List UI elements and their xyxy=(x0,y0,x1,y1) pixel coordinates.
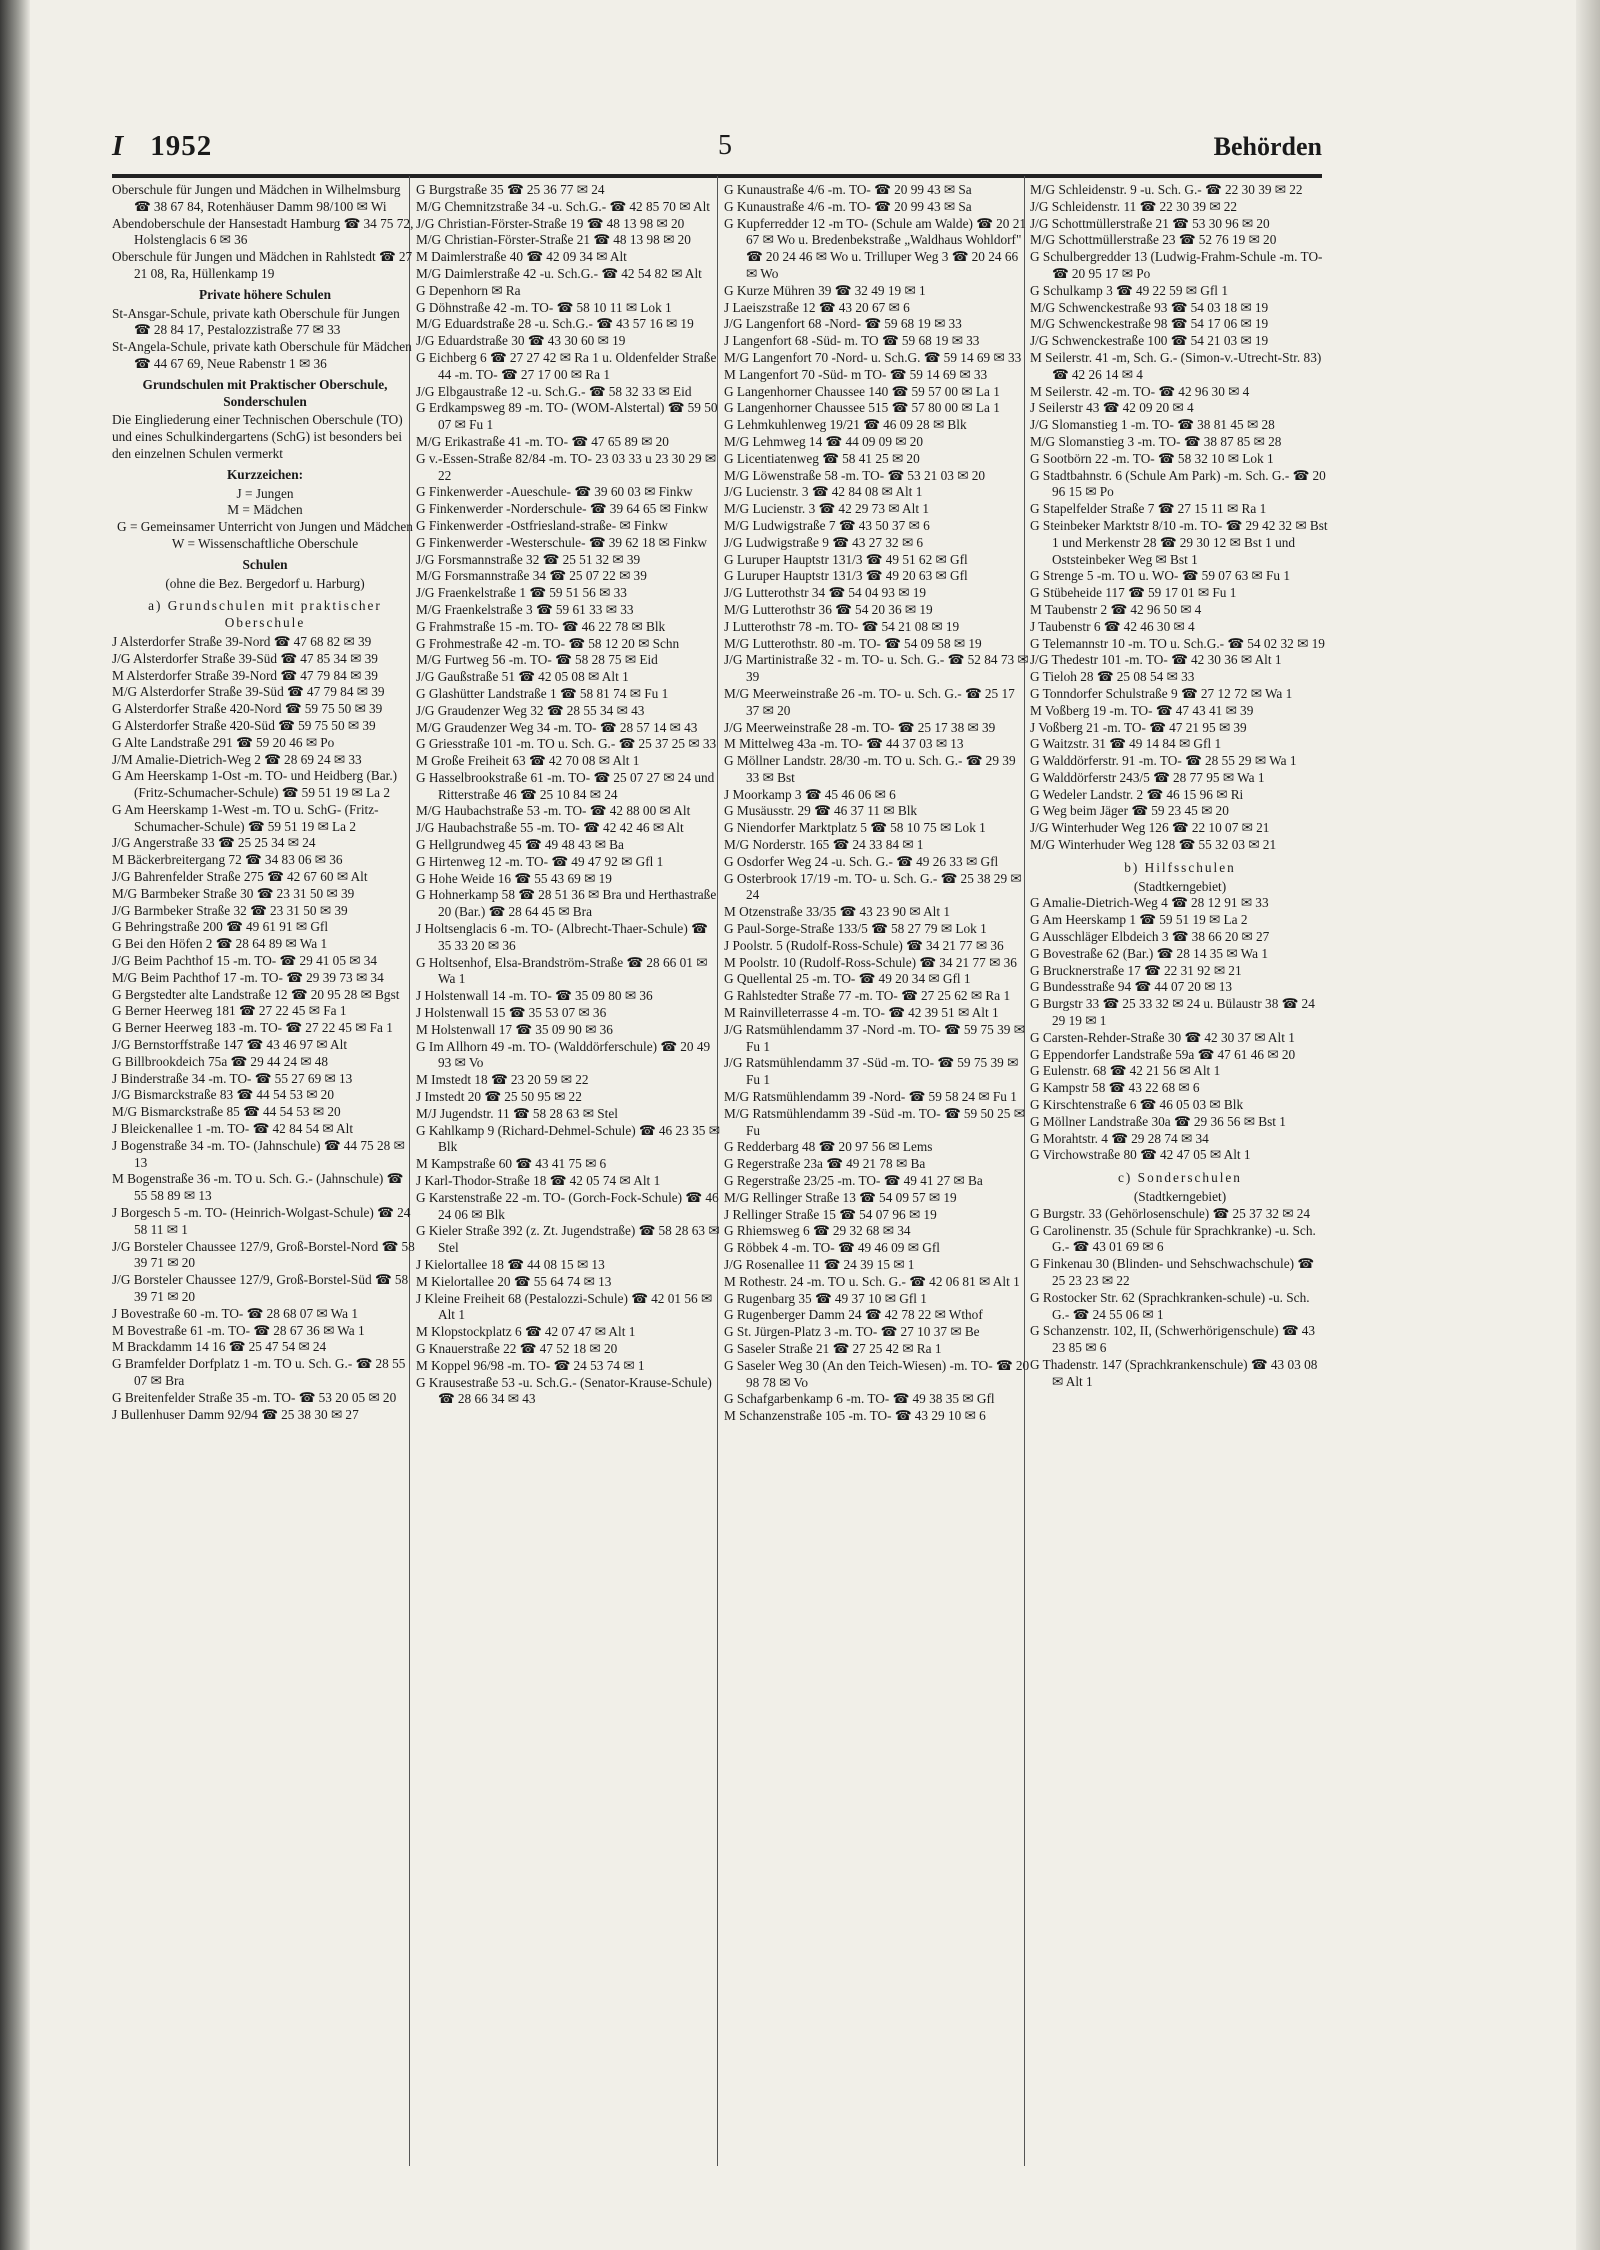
directory-entry: J/G Martinistraße 32 - m. TO- u. Sch. G.- ☎ 52 84 73 ✉ 39 xyxy=(724,652,1029,685)
directory-entry: G Rugenberger Damm 24 ☎ 42 78 22 ✉ Wthof xyxy=(724,1307,983,1323)
directory-entry: J Moorkamp 3 ☎ 45 46 06 ✉ 6 xyxy=(724,786,896,802)
section-title: Behörden xyxy=(1213,132,1322,161)
directory-entry: J/G Ratsmühlendamm 37 -Süd -m. TO- ☎ 59 75 39 ✉ Fu 1 xyxy=(724,1055,1019,1088)
directory-entry: J/G Ratsmühlendamm 37 -Nord -m. TO- ☎ 59 75 39 ✉ Fu 1 xyxy=(724,1021,1025,1054)
directory-entry: M/G Furtweg 56 -m. TO- ☎ 58 28 75 ✉ Eid xyxy=(416,652,658,668)
directory-entry: G Kurze Mühren 39 ☎ 32 49 19 ✉ 1 xyxy=(724,282,926,298)
directory-entry: M Voßberg 19 -m. TO- ☎ 47 43 41 ✉ 39 xyxy=(1030,702,1254,718)
directory-entry: M Klopstockplatz 6 ☎ 42 07 47 ✉ Alt 1 xyxy=(416,1324,636,1340)
directory-entry: M/G Chemnitzstraße 34 -u. Sch.G.- ☎ 42 85 70 ✉ Alt xyxy=(416,198,710,214)
directory-entry: G Weg beim Jäger ☎ 59 23 45 ✉ 20 xyxy=(1030,803,1229,819)
directory-entry: G Möllner Landstraße 30a ☎ 29 36 56 ✉ Bst 1 xyxy=(1030,1113,1286,1129)
directory-entry: J/G Borsteler Chaussee 127/9, Groß-Borstel-Nord ☎ 58 39 71 ✉ 20 xyxy=(112,1238,415,1271)
directory-entry: G Finkenwerder -Norderschule- ☎ 39 64 65 ✉ Finkw xyxy=(416,501,709,517)
directory-entry: M/G Ludwigstraße 7 ☎ 43 50 37 ✉ 6 xyxy=(724,517,930,533)
directory-entry: M/G Forsmannstraße 34 ☎ 25 07 22 ✉ 39 xyxy=(416,568,647,584)
directory-entry: J Imstedt 20 ☎ 25 50 95 ✉ 22 xyxy=(416,1089,582,1105)
directory-entry: G Quellental 25 -m. TO- ☎ 49 20 34 ✉ Gfl 1 xyxy=(724,971,971,987)
directory-entry: G Bundesstraße 94 ☎ 44 07 20 ✉ 13 xyxy=(1030,979,1233,995)
column-2 xyxy=(416,182,722,1408)
directory-entry: G Holtsenhof, Elsa-Brandström-Straße ☎ 28 66 01 ✉ Wa 1 xyxy=(416,954,708,987)
directory-entry: G Osdorfer Weg 24 -u. Sch. G.- ☎ 49 26 33 ✉ Gfl xyxy=(724,853,999,869)
directory-entry: J/G Fraenkelstraße 1 ☎ 59 51 56 ✉ 33 xyxy=(416,585,627,601)
directory-entry: G Alte Landstraße 291 ☎ 59 20 46 ✉ Po xyxy=(112,734,335,750)
directory-entry: J/G Meerweinstraße 28 -m. TO- ☎ 25 17 38 ✉ 39 xyxy=(724,719,996,735)
directory-entry: G Frohmestraße 42 -m. TO- ☎ 58 12 20 ✉ Schn xyxy=(416,635,680,651)
section-heading: Grundschulen mit Praktischer Oberschule, Sonderschulen xyxy=(142,376,388,409)
directory-entry: G Kupferredder 12 -m TO- (Schule am Walde) ☎ 20 21 67 ✉ Wo u. Bredenbekstraße „Waldhaus Wohldorf" ☎ 20 24 46 ✉ Wo u. Trilluper Weg 3 ☎ 20 24 66 ✉ Wo xyxy=(724,215,1027,281)
directory-entry: M/G Christian-Förster-Straße 21 ☎ 48 13 98 ✉ 20 xyxy=(416,232,691,248)
directory-entry: M/G Lutterothstr. 80 -m. TO- ☎ 54 09 58 ✉ 19 xyxy=(724,635,982,651)
directory-entry: G Alsterdorfer Straße 420-Nord ☎ 59 75 50 ✉ 39 xyxy=(112,701,383,717)
directory-entry: M Bäckerbreitergang 72 ☎ 34 83 06 ✉ 36 xyxy=(112,852,343,868)
directory-entry: G Am Heerskamp 1-Ost -m. TO- und Heidberg (Bar.) (Fritz-Schumacher-Schule) ☎ 59 51 19 ✉ La 2 xyxy=(112,768,398,801)
directory-entry: G Tieloh 28 ☎ 25 08 54 ✉ 33 xyxy=(1030,669,1195,685)
directory-entry: G Im Allhorn 49 -m. TO- (Walddörferschule) ☎ 20 49 93 ✉ Vo xyxy=(416,1038,711,1071)
directory-entry: J/G Lucienstr. 3 ☎ 42 84 08 ✉ Alt 1 xyxy=(724,484,923,500)
section-heading: (Stadtkerngebiet) xyxy=(1133,1189,1227,1205)
directory-entry: G Schanzenstr. 102, II, (Schwerhörigenschule) ☎ 43 23 85 ✉ 6 xyxy=(1030,1323,1316,1356)
directory-entry: G Kampstr 58 ☎ 43 22 68 ✉ 6 xyxy=(1030,1080,1200,1096)
directory-entry: G Rostocker Str. 62 (Sprachkranken-schule) -u. Sch. G.- ☎ 24 55 06 ✉ 1 xyxy=(1030,1289,1310,1322)
header-volume-year xyxy=(112,130,212,163)
directory-entry: St-Ansgar-Schule, private kath Oberschule für Jungen ☎ 28 84 17, Pestalozzistraße 77 ✉ 33 xyxy=(112,305,400,338)
directory-entry: G Brucknerstraße 17 ☎ 22 31 92 ✉ 21 xyxy=(1030,962,1242,978)
directory-entry: G Bovestraße 62 (Bar.) ☎ 28 14 35 ✉ Wa 1 xyxy=(1030,945,1268,961)
directory-entry: Oberschule für Jungen und Mädchen in Rahlstedt ☎ 27 21 08, Ra, Hüllenkamp 19 xyxy=(112,249,413,281)
directory-entry: J/G Schottmüllerstraße 21 ☎ 53 30 96 ✉ 20 xyxy=(1030,215,1270,231)
directory-entry: M/G Lehmweg 14 ☎ 44 09 09 ✉ 20 xyxy=(724,433,924,449)
section-heading: b) Hilfsschulen xyxy=(1124,859,1236,875)
directory-entry: M Bovestraße 61 -m. TO- ☎ 28 67 36 ✉ Wa 1 xyxy=(112,1322,365,1338)
section-heading: Die Eingliederung einer Technischen Oberschule (TO) und eines Schulkindergartens (SchG) ist besonders bei den einzelnen Schulen vermerkt xyxy=(112,412,403,461)
column-3 xyxy=(724,182,1030,1425)
section-heading: Schulen xyxy=(242,556,288,572)
directory-entry: J Langenfort 68 -Süd- m. TO ☎ 59 68 19 ✉ 33 xyxy=(724,333,980,349)
volume-number: I xyxy=(112,130,125,162)
directory-entry: Oberschule für Jungen und Mädchen in Wilhelmsburg ☎ 38 67 84, Rotenhäuser Damm 98/100 ✉ Wi xyxy=(112,182,401,214)
directory-entry: J Bovestraße 60 -m. TO- ☎ 28 68 07 ✉ Wa 1 xyxy=(112,1305,359,1321)
directory-entry: J Bogenstraße 34 -m. TO- (Jahnschule) ☎ 44 75 28 ✉ 13 xyxy=(112,1137,405,1170)
directory-entry: G Schulkamp 3 ☎ 49 22 59 ✉ Gfl 1 xyxy=(1030,282,1228,298)
directory-entry: M/G Slomanstieg 3 -m. TO- ☎ 38 87 85 ✉ 28 xyxy=(1030,433,1282,449)
directory-entry: J/G Borsteler Chaussee 127/9, Groß-Borstel-Süd ☎ 58 39 71 ✉ 20 xyxy=(112,1272,409,1304)
directory-entry: G Kieler Straße 392 (z. Zt. Jugendstraße) ☎ 58 28 63 ✉ Stel xyxy=(416,1223,720,1256)
directory-entry: J Bleickenallee 1 -m. TO- ☎ 42 84 54 ✉ Alt xyxy=(112,1121,354,1137)
directory-entry: G Stübeheide 117 ☎ 59 17 01 ✉ Fu 1 xyxy=(1030,585,1237,601)
directory-entry: G Hohnerkamp 58 ☎ 28 51 36 ✉ Bra und Herthastraße 20 (Bar.) ☎ 28 64 45 ✉ Bra xyxy=(416,887,717,920)
directory-entry: G Hirtenweg 12 -m. TO- ☎ 49 47 92 ✉ Gfl 1 xyxy=(416,853,664,869)
directory-entry: G Eulenstr. 68 ☎ 42 21 56 ✉ Alt 1 xyxy=(1030,1063,1221,1079)
directory-entry: G Erdkampsweg 89 -m. TO- (WOM-Alstertal) ☎ 59 50 07 ✉ Fu 1 xyxy=(416,400,718,433)
directory-entry: M/G Ratsmühlendamm 39 -Nord- ☎ 59 58 24 ✉ Fu 1 xyxy=(724,1089,1017,1105)
directory-entry: G Walddörferstr 243/5 ☎ 28 77 95 ✉ Wa 1 xyxy=(1030,769,1265,785)
directory-entry: M Rainvilleterrasse 4 -m. TO- ☎ 42 39 51 ✉ Alt 1 xyxy=(724,1005,999,1021)
directory-entry: J Holstenwall 14 -m. TO- ☎ 35 09 80 ✉ 36 xyxy=(416,988,653,1004)
directory-entry: G Virchowstraße 80 ☎ 42 47 05 ✉ Alt 1 xyxy=(1030,1147,1251,1163)
directory-entry: M/G Lutterothstr 36 ☎ 54 20 36 ✉ 19 xyxy=(724,601,933,617)
directory-entry: J/G Rosenallee 11 ☎ 24 39 15 ✉ 1 xyxy=(724,1257,915,1272)
directory-entry: M Große Freiheit 63 ☎ 42 70 08 ✉ Alt 1 xyxy=(416,753,640,769)
directory-entry: G Eppendorfer Landstraße 59a ☎ 47 61 46 ✉ 20 xyxy=(1030,1046,1296,1062)
directory-entry: G St. Jürgen-Platz 3 -m. TO- ☎ 27 10 37 ✉ Be xyxy=(724,1324,980,1340)
directory-entry: G Osterbrook 17/19 -m. TO- u. Sch. G.- ☎ 25 38 29 ✉ 24 xyxy=(724,870,1022,903)
directory-entry: J Bullenhuser Damm 92/94 ☎ 25 38 30 ✉ 27 xyxy=(112,1406,359,1422)
directory-entry: G Möllner Landstr. 28/30 -m. TO u. Sch. G.- ☎ 29 39 33 ✉ Bst xyxy=(724,753,1016,785)
directory-entry: G Stapelfelder Straße 7 ☎ 27 15 11 ✉ Ra 1 xyxy=(1030,501,1267,517)
directory-entry: J Voßberg 21 -m. TO- ☎ 47 21 95 ✉ 39 xyxy=(1030,719,1247,735)
directory-entry: G Knauerstraße 22 ☎ 47 52 18 ✉ 20 xyxy=(416,1340,618,1356)
directory-entry: M/G Eduardstraße 28 -u. Sch.G.- ☎ 43 57 16 ✉ 19 xyxy=(416,316,694,332)
section-heading: W = Wissenschaftliche Oberschule xyxy=(171,535,359,551)
directory-entry: M Seilerstr. 41 -m, Sch. G.- (Simon-v.-Utrecht-Str. 83) ☎ 42 26 14 ✉ 4 xyxy=(1030,349,1322,382)
directory-entry: M/G Schleidenstr. 9 -u. Sch. G.- ☎ 22 30 39 ✉ 22 xyxy=(1030,182,1303,197)
directory-entry: J/G Bahrenfelder Straße 275 ☎ 42 67 60 ✉ Alt xyxy=(112,869,368,885)
section-heading: J = Jungen xyxy=(236,485,294,501)
directory-entry: M/G Löwenstraße 58 -m. TO- ☎ 53 21 03 ✉ 20 xyxy=(724,467,985,483)
directory-entry: G Kunaustraße 4/6 -m. TO- ☎ 20 99 43 ✉ Sa xyxy=(724,182,972,197)
directory-entry: M/G Ratsmühlendamm 39 -Süd -m. TO- ☎ 59 50 25 ✉ Fu xyxy=(724,1105,1025,1138)
directory-entry: J/M Amalie-Dietrich-Weg 2 ☎ 28 69 24 ✉ 33 xyxy=(112,751,362,767)
section-heading: c) Sonderschulen xyxy=(1118,1170,1242,1186)
directory-entry: G Behringstraße 200 ☎ 49 61 91 ✉ Gfl xyxy=(112,919,329,935)
directory-entry: M/G Haubachstraße 53 -m. TO- ☎ 42 88 00 ✉ Alt xyxy=(416,803,691,819)
directory-entry: J Kielortallee 18 ☎ 44 08 15 ✉ 13 xyxy=(416,1257,605,1272)
directory-entry: M/G Lucienstr. 3 ☎ 42 29 73 ✉ Alt 1 xyxy=(724,501,929,517)
directory-entry: G Rhiemsweg 6 ☎ 29 32 68 ✉ 34 xyxy=(724,1223,911,1239)
directory-entry: J/G Bernstorffstraße 147 ☎ 43 46 97 ✉ Alt xyxy=(112,1037,348,1053)
directory-entry: G Karstenstraße 22 -m. TO- (Gorch-Fock-Schule) ☎ 46 24 06 ✉ Blk xyxy=(416,1189,719,1222)
directory-entry: J/G Slomanstieg 1 -m. TO- ☎ 38 81 45 ✉ 28 xyxy=(1030,417,1275,433)
directory-entry: G Burgstr. 33 (Gehörlosenschule) ☎ 25 37 32 ✉ 24 xyxy=(1030,1205,1311,1221)
directory-entry: G Niendorfer Marktplatz 5 ☎ 58 10 75 ✉ Lok 1 xyxy=(724,820,986,836)
directory-entry: G Morahtstr. 4 ☎ 29 28 74 ✉ 34 xyxy=(1030,1130,1209,1146)
directory-entry: J Rellinger Straße 15 ☎ 54 07 96 ✉ 19 xyxy=(724,1206,937,1222)
directory-entry: G Frahmstraße 15 -m. TO- ☎ 46 22 78 ✉ Blk xyxy=(416,618,666,634)
directory-entry: J Borgesch 5 -m. TO- (Heinrich-Wolgast-Schule) ☎ 24 58 11 ✉ 1 xyxy=(112,1205,411,1237)
directory-entry: G Telemannstr 10 -m. TO u. Sch.G.- ☎ 54 02 32 ✉ 19 xyxy=(1030,635,1325,651)
directory-entry: J/G Haubachstraße 55 -m. TO- ☎ 42 42 46 ✉ Alt xyxy=(416,820,684,836)
book-binding-shadow xyxy=(0,0,30,2250)
directory-entry: G Stadtbahnstr. 6 (Schule Am Park) -m. Sch. G.- ☎ 20 96 15 ✉ Po xyxy=(1030,467,1326,500)
directory-entry: G Thadenstr. 147 (Sprachkrankenschule) ☎ 43 03 08 ✉ Alt 1 xyxy=(1030,1356,1318,1389)
directory-entry: M/G Rellinger Straße 13 ☎ 54 09 57 ✉ 19 xyxy=(724,1189,957,1205)
directory-entry: G Saseler Weg 30 (An den Teich-Wiesen) -m. TO- ☎ 20 98 78 ✉ Vo xyxy=(724,1357,1030,1390)
directory-entry: M Schanzenstraße 105 -m. TO- ☎ 43 29 10 ✉ 6 xyxy=(724,1408,986,1424)
directory-entry: G Bei den Höfen 2 ☎ 28 64 89 ✉ Wa 1 xyxy=(112,936,328,952)
directory-entry: G Eichberg 6 ☎ 27 27 42 ✉ Ra 1 u. Oldenfelder Straße 44 -m. TO- ☎ 27 17 00 ✉ Ra 1 xyxy=(416,349,717,382)
directory-entry: G Regerstraße 23/25 -m. TO- ☎ 49 41 27 ✉ Ba xyxy=(724,1173,983,1189)
directory-entry: M Brackdamm 14 16 ☎ 25 47 54 ✉ 24 xyxy=(112,1339,327,1355)
directory-entry: G Hellgrundweg 45 ☎ 49 48 43 ✉ Ba xyxy=(416,837,624,853)
directory-entry: J Laeiszstraße 12 ☎ 43 20 67 ✉ 6 xyxy=(724,299,910,315)
directory-entry: J Holstenwall 15 ☎ 35 53 07 ✉ 36 xyxy=(416,1005,607,1021)
directory-entry: J/G Christian-Förster-Straße 19 ☎ 48 13 98 ✉ 20 xyxy=(416,215,685,231)
directory-entry: G Luruper Hauptstr 131/3 ☎ 49 51 62 ✉ Gfl xyxy=(724,551,968,567)
directory-entry: G Regerstraße 23a ☎ 49 21 78 ✉ Ba xyxy=(724,1156,926,1172)
directory-entry: M Alsterdorfer Straße 39-Nord ☎ 47 79 84 ✉ 39 xyxy=(112,667,378,683)
directory-entry: M/G Norderstr. 165 ☎ 24 33 84 ✉ 1 xyxy=(724,837,924,853)
directory-entry: G Finkenau 30 (Blinden- und Sehschwachschule) ☎ 25 23 23 ✉ 22 xyxy=(1030,1256,1314,1288)
directory-entry: G Tonndorfer Schulstraße 9 ☎ 27 12 72 ✉ Wa 1 xyxy=(1030,685,1293,701)
directory-entry: G Langenhorner Chaussee 515 ☎ 57 80 00 ✉ La 1 xyxy=(724,400,1000,416)
column-4 xyxy=(1030,182,1330,1391)
directory-entry: G Alsterdorfer Straße 420-Süd ☎ 59 75 50 ✉ 39 xyxy=(112,717,376,733)
directory-entry: G Griesstraße 101 -m. TO u. Sch. G.- ☎ 25 37 25 ✉ 33 xyxy=(416,736,717,752)
directory-entry: G Kahlkamp 9 (Richard-Dehmel-Schule) ☎ 46 23 35 ✉ Blk xyxy=(416,1122,720,1155)
directory-entry: M/G Erikastraße 41 -m. TO- ☎ 47 65 89 ✉ 20 xyxy=(416,433,669,449)
directory-entry: J Seilerstr 43 ☎ 42 09 20 ✉ 4 xyxy=(1030,400,1194,416)
directory-entry: M Kielortallee 20 ☎ 55 64 74 ✉ 13 xyxy=(416,1273,612,1289)
directory-entry: M/G Fraenkelstraße 3 ☎ 59 61 33 ✉ 33 xyxy=(416,601,634,617)
section-heading: Private höhere Schulen xyxy=(199,286,331,302)
directory-entry: G v.-Essen-Straße 82/84 -m. TO- 23 03 33 u 23 30 29 ✉ 22 xyxy=(416,450,717,483)
directory-entry: J/G Thedestr 101 -m. TO- ☎ 42 30 36 ✉ Alt 1 xyxy=(1030,652,1282,668)
directory-entry: M/G Meerweinstraße 26 -m. TO- u. Sch. G.- ☎ 25 17 37 ✉ 20 xyxy=(724,685,1015,718)
directory-entry: M/G Daimlerstraße 42 -u. Sch.G.- ☎ 42 54 82 ✉ Alt xyxy=(416,265,702,281)
section-heading: (Stadtkerngebiet) xyxy=(1133,878,1227,894)
directory-entry: G Bergstedter alte Landstraße 12 ☎ 20 95 28 ✉ Bgst xyxy=(112,986,400,1002)
directory-entry: G Hasselbrookstraße 61 -m. TO- ☎ 25 07 27 ✉ 24 und Ritterstraße 46 ☎ 25 10 84 ✉ 24 xyxy=(416,769,715,802)
directory-entry: J/G Angerstraße 33 ☎ 25 25 34 ✉ 24 xyxy=(112,835,316,851)
section-heading: G = Gemeinsamer Unterricht von Jungen und Mädchen xyxy=(117,519,413,535)
directory-entry: J/G Eduardstraße 30 ☎ 43 30 60 ✉ 19 xyxy=(416,333,626,349)
directory-entry: G Breitenfelder Straße 35 -m. TO- ☎ 53 20 05 ✉ 20 xyxy=(112,1389,397,1405)
directory-entry: G Kirschtenstraße 6 ☎ 46 05 03 ✉ Blk xyxy=(1030,1097,1244,1113)
directory-entry: J/G Forsmannstraße 32 ☎ 25 51 32 ✉ 39 xyxy=(416,551,641,567)
directory-entry: G Glashütter Landstraße 1 ☎ 58 81 74 ✉ Fu 1 xyxy=(416,685,669,701)
directory-entry: J Poolstr. 5 (Rudolf-Ross-Schule) ☎ 34 21 77 ✉ 36 xyxy=(724,937,1004,953)
directory-entry: G Schafgarbenkamp 6 -m. TO- ☎ 49 38 35 ✉ Gfl xyxy=(724,1391,995,1407)
directory-entry: J/G Lutterothstr 34 ☎ 54 04 93 ✉ 19 xyxy=(724,585,927,601)
directory-entry: Abendoberschule der Hansestadt Hamburg ☎ 34 75 72, Holstenglacis 6 ✉ 36 xyxy=(112,215,414,248)
directory-entry: G Redderbarg 48 ☎ 20 97 56 ✉ Lems xyxy=(724,1139,933,1155)
directory-entry: M Bogenstraße 36 -m. TO u. Sch. G.- (Jahnschule) ☎ 55 58 89 ✉ 13 xyxy=(112,1171,404,1204)
directory-entry: M Langenfort 70 -Süd- m TO- ☎ 59 14 69 ✉ 33 xyxy=(724,366,988,382)
directory-entry: G Ausschläger Elbdeich 3 ☎ 38 66 20 ✉ 27 xyxy=(1030,929,1270,945)
directory-entry: M/G Bismarckstraße 85 ☎ 44 54 53 ✉ 20 xyxy=(112,1104,341,1120)
directory-entry: G Döhnstraße 42 -m. TO- ☎ 58 10 11 ✉ Lok 1 xyxy=(416,299,672,315)
directory-entry: G Burgstr 33 ☎ 25 33 32 ✉ 24 u. Bülaustr 38 ☎ 24 29 19 ✉ 1 xyxy=(1030,996,1315,1029)
directory-entry: G Berner Heerweg 183 -m. TO- ☎ 27 22 45 ✉ Fa 1 xyxy=(112,1020,393,1036)
section-heading: a) Grundschulen mit praktischer Oberschule xyxy=(148,598,382,631)
directory-entry: J Binderstraße 34 -m. TO- ☎ 55 27 69 ✉ 13 xyxy=(112,1070,353,1086)
directory-entry: M/G Alsterdorfer Straße 39-Süd ☎ 47 79 84 ✉ 39 xyxy=(112,684,385,700)
directory-entry: M Taubenstr 2 ☎ 42 96 50 ✉ 4 xyxy=(1030,601,1202,617)
directory-entry: G Finkenwerder -Ostfriesland-straße- ✉ Finkw xyxy=(416,517,668,533)
directory-entry: J/G Bismarckstraße 83 ☎ 44 54 53 ✉ 20 xyxy=(112,1087,334,1103)
directory-entry: G Finkenwerder -Westerschule- ☎ 39 62 18 ✉ Finkw xyxy=(416,534,708,550)
directory-entry: M/G Barmbeker Straße 30 ☎ 23 31 50 ✉ 39 xyxy=(112,885,355,901)
directory-entry: J Karl-Thodor-Straße 18 ☎ 42 05 74 ✉ Alt 1 xyxy=(416,1173,661,1189)
directory-entry: G Billbrookdeich 75a ☎ 29 44 24 ✉ 48 xyxy=(112,1053,329,1069)
directory-entry: G Saseler Straße 21 ☎ 27 25 42 ✉ Ra 1 xyxy=(724,1340,942,1356)
directory-entry: G Krausestraße 53 -u. Sch.G.- (Senator-Krause-Schule) ☎ 28 66 34 ✉ 43 xyxy=(416,1374,712,1407)
directory-entry: M/G Schwenckestraße 93 ☎ 54 03 18 ✉ 19 xyxy=(1030,299,1269,315)
directory-entry: J/G Alsterdorfer Straße 39-Süd ☎ 47 85 34 ✉ 39 xyxy=(112,650,378,666)
section-heading: (ohne die Bez. Bergedorf u. Harburg) xyxy=(165,575,365,591)
directory-entry: J Taubenstr 6 ☎ 42 46 30 ✉ 4 xyxy=(1030,618,1195,634)
directory-entry: G Waitzstr. 31 ☎ 49 14 84 ✉ Gfl 1 xyxy=(1030,736,1222,752)
directory-entry: G Hohe Weide 16 ☎ 55 43 69 ✉ 19 xyxy=(416,870,612,886)
directory-entry: G Musäusstr. 29 ☎ 46 37 11 ✉ Blk xyxy=(724,803,918,819)
directory-entry: J Kleine Freiheit 68 (Pestalozzi-Schule) ☎ 42 01 56 ✉ Alt 1 xyxy=(416,1290,713,1323)
directory-entry: G Paul-Sorge-Straße 133/5 ☎ 58 27 79 ✉ Lok 1 xyxy=(724,921,987,937)
directory-entry: J Lutterothstr 78 -m. TO- ☎ 54 21 08 ✉ 19 xyxy=(724,618,960,634)
directory-entry: G Langenhorner Chaussee 140 ☎ 59 57 00 ✉ La 1 xyxy=(724,383,1000,399)
directory-entry: M Seilerstr. 42 -m. TO- ☎ 42 96 30 ✉ 4 xyxy=(1030,383,1250,399)
directory-entry: G Am Heerskamp 1-West -m. TO u. SchG- (Fritz-Schumacher-Schule) ☎ 59 51 19 ✉ La 2 xyxy=(112,801,379,834)
directory-entry: M/G Langenfort 70 -Nord- u. Sch.G. ☎ 59 14 69 ✉ 33 xyxy=(724,349,1022,365)
directory-entry: M/G Graudenzer Weg 34 -m. TO- ☎ 28 57 14 ✉ 43 xyxy=(416,719,698,735)
directory-entry: J/G Beim Pachthof 15 -m. TO- ☎ 29 41 05 ✉ 34 xyxy=(112,953,378,969)
section-heading: M = Mädchen xyxy=(227,502,303,518)
directory-entry: G Walddörferstr. 91 -m. TO- ☎ 28 55 29 ✉ Wa 1 xyxy=(1030,753,1297,769)
section-heading: Kurzzeichen: xyxy=(226,466,304,482)
page-header xyxy=(112,126,1322,178)
page-edge xyxy=(1576,0,1600,2250)
directory-entry: G Carsten-Rehder-Straße 30 ☎ 42 30 37 ✉ Alt 1 xyxy=(1030,1029,1295,1045)
directory-entry: G Rahlstedter Straße 77 -m. TO- ☎ 27 25 62 ✉ Ra 1 xyxy=(724,988,1011,1004)
directory-entry: G Sootbörn 22 -m. TO- ☎ 58 32 10 ✉ Lok 1 xyxy=(1030,450,1274,466)
directory-entry: G Lehmkuhlenweg 19/21 ☎ 46 09 28 ✉ Blk xyxy=(724,417,967,433)
directory-entry: J Holtsenglacis 6 -m. TO- (Albrecht-Thaer-Schule) ☎ 35 33 20 ✉ 36 xyxy=(416,921,708,953)
directory-entry: M Poolstr. 10 (Rudolf-Ross-Schule) ☎ 34 21 77 ✉ 36 xyxy=(724,954,1017,970)
directory-entry: G Licentiatenweg ☎ 58 41 25 ✉ 20 xyxy=(724,450,920,466)
directory-entry: M Holstenwall 17 ☎ 35 09 90 ✉ 36 xyxy=(416,1021,613,1037)
directory-entry: J/G Graudenzer Weg 32 ☎ 28 55 34 ✉ 43 xyxy=(416,702,645,718)
year: 1952 xyxy=(150,130,213,162)
directory-entry: G Luruper Hauptstr 131/3 ☎ 49 20 63 ✉ Gfl xyxy=(724,568,968,584)
directory-entry: J/G Winterhuder Weg 126 ☎ 22 10 07 ✉ 21 xyxy=(1030,820,1270,836)
directory-entry: St-Angela-Schule, private kath Oberschule für Mädchen ☎ 44 67 69, Neue Rabenstr 1 ✉ 36 xyxy=(112,339,412,371)
directory-entry: M Otzenstraße 33/35 ☎ 43 23 90 ✉ Alt 1 xyxy=(724,904,951,920)
directory-entry: M/G Beim Pachthof 17 -m. TO- ☎ 29 39 73 ✉ 34 xyxy=(112,969,384,985)
directory-entry: G Röbbek 4 -m. TO- ☎ 49 46 09 ✉ Gfl xyxy=(724,1240,940,1256)
directory-entry: J Alsterdorfer Straße 39-Nord ☎ 47 68 82 ✉ 39 xyxy=(112,633,372,649)
directory-entry: J/G Langenfort 68 -Nord- ☎ 59 68 19 ✉ 33 xyxy=(724,316,962,332)
directory-entry: J/G Barmbeker Straße 32 ☎ 23 31 50 ✉ 39 xyxy=(112,902,348,918)
directory-entry: J/G Schleidenstr. 11 ☎ 22 30 39 ✉ 22 xyxy=(1030,198,1238,214)
directory-entry: M/G Winterhuder Weg 128 ☎ 55 32 03 ✉ 21 xyxy=(1030,837,1277,853)
directory-entry: G Rugenbarg 35 ☎ 49 37 10 ✉ Gfl 1 xyxy=(724,1290,927,1306)
directory-entry: G Berner Heerweg 181 ☎ 27 22 45 ✉ Fa 1 xyxy=(112,1003,347,1019)
directory-entry: G Finkenwerder -Aueschule- ☎ 39 60 03 ✉ Finkw xyxy=(416,484,693,500)
directory-entry: M/J Jugendstr. 11 ☎ 58 28 63 ✉ Stel xyxy=(416,1105,618,1121)
column-1 xyxy=(112,182,418,1423)
directory-entry: M/G Schwenckestraße 98 ☎ 54 17 06 ✉ 19 xyxy=(1030,316,1269,332)
directory-entry: M Rothestr. 24 -m. TO u. Sch. G.- ☎ 42 06 81 ✉ Alt 1 xyxy=(724,1273,1020,1289)
directory-entry: M Daimlerstraße 40 ☎ 42 09 34 ✉ Alt xyxy=(416,249,627,265)
directory-entry: G Wedeler Landstr. 2 ☎ 46 15 96 ✉ Ri xyxy=(1030,786,1244,802)
directory-entry: G Am Heerskamp 1 ☎ 59 51 19 ✉ La 2 xyxy=(1030,912,1248,928)
directory-entry: G Depenhorn ✉ Ra xyxy=(416,282,521,298)
directory-entry: G Strenge 5 -m. TO u. WO- ☎ 59 07 63 ✉ Fu 1 xyxy=(1030,568,1291,584)
directory-entry: M Mittelweg 43a -m. TO- ☎ 44 37 03 ✉ 13 xyxy=(724,736,964,752)
directory-entry: G Carolinenstr. 35 (Schule für Sprachkranke) -u. Sch. G.- ☎ 43 01 69 ✉ 6 xyxy=(1030,1222,1316,1255)
directory-entry: J/G Elbgaustraße 12 -u. Sch.G.- ☎ 58 32 33 ✉ Eid xyxy=(416,383,692,399)
directory-entry: M Imstedt 18 ☎ 23 20 59 ✉ 22 xyxy=(416,1072,589,1088)
directory-entry: G Kunaustraße 4/6 -m. TO- ☎ 20 99 43 ✉ Sa xyxy=(724,198,972,214)
directory-entry: M Koppel 96/98 -m. TO- ☎ 24 53 74 ✉ 1 xyxy=(416,1357,645,1373)
directory-entry: J/G Ludwigstraße 9 ☎ 43 27 32 ✉ 6 xyxy=(724,534,924,550)
directory-entry: G Burgstraße 35 ☎ 25 36 77 ✉ 24 xyxy=(416,182,605,197)
directory-entry: J/G Gaußstraße 51 ☎ 42 05 08 ✉ Alt 1 xyxy=(416,669,629,685)
directory-entry: J/G Schwenckestraße 100 ☎ 54 21 03 ✉ 19 xyxy=(1030,333,1269,349)
directory-entry: G Amalie-Dietrich-Weg 4 ☎ 28 12 91 ✉ 33 xyxy=(1030,895,1269,911)
directory-entry: G Bramfelder Dorfplatz 1 -m. TO u. Sch. G.- ☎ 28 55 07 ✉ Bra xyxy=(112,1356,406,1388)
directory-entry: G Schulbergredder 13 (Ludwig-Frahm-Schule -m. TO- ☎ 20 95 17 ✉ Po xyxy=(1030,249,1323,281)
directory-entry: M Kampstraße 60 ☎ 43 41 75 ✉ 6 xyxy=(416,1156,607,1172)
directory-entry: M/G Schottmüllerstraße 23 ☎ 52 76 19 ✉ 20 xyxy=(1030,232,1277,248)
page-number: 5 xyxy=(718,130,732,161)
directory-entry: G Steinbeker Marktstr 8/10 -m. TO- ☎ 29 42 32 ✉ Bst 1 und Merkenstr 28 ☎ 29 30 12 ✉ Bst 1 und Oststeinbeker Weg ✉ Bst 1 xyxy=(1030,517,1328,567)
